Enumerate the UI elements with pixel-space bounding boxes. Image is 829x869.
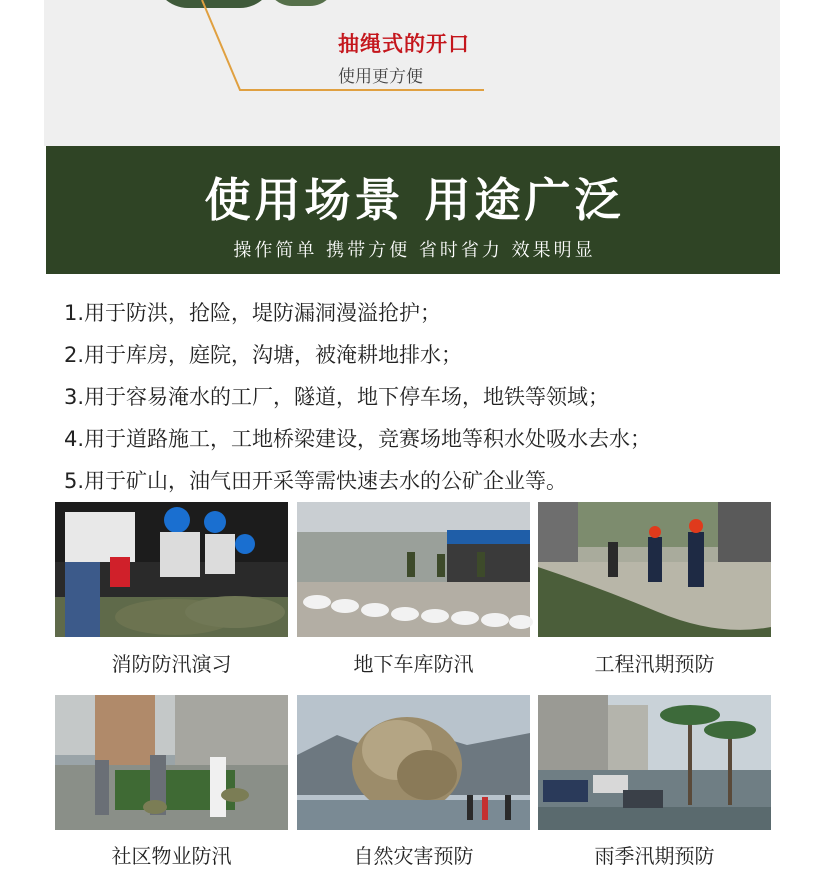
banner-title: 使用场景 用途广泛 xyxy=(204,173,625,227)
scene-caption: 雨季汛期预防 xyxy=(594,844,715,868)
banner-subtitle: 操作简单 携带方便 省时省力 效果明显 xyxy=(233,240,596,261)
scene-photo-construction xyxy=(538,502,771,637)
scene-photo-community xyxy=(55,695,288,830)
usage-item: 4.用于道路施工，工地桥梁建设，竞赛场地等积水处吸水去水； xyxy=(64,427,652,451)
callout-title: 抽绳式的开口 xyxy=(338,32,470,56)
scene-caption: 自然灾害预防 xyxy=(353,844,474,868)
usage-item: 1.用于防洪，抢险，堤防漏洞漫溢抢护； xyxy=(64,301,442,325)
scene-photo-natural-disaster xyxy=(297,695,530,830)
product-detail-area xyxy=(44,0,780,146)
scene-photo-rainy-season xyxy=(538,695,771,830)
scene-caption: 工程汛期预防 xyxy=(594,652,715,676)
usage-item: 5.用于矿山，油气田开采等需快速去水的公矿企业等。 xyxy=(64,469,568,493)
usage-item: 2.用于库房，庭院，沟塘，被淹耕地排水； xyxy=(64,343,463,367)
usage-item: 3.用于容易淹水的工厂，隧道，地下停车场，地铁等领域； xyxy=(64,385,610,409)
callout-subtitle: 使用更方便 xyxy=(338,67,423,87)
scene-caption: 消防防汛演习 xyxy=(111,652,232,676)
scene-photo-garage xyxy=(297,502,530,637)
scene-photo-fire-drill xyxy=(55,502,288,637)
usage-list xyxy=(64,292,651,502)
scene-caption: 社区物业防汛 xyxy=(111,844,232,868)
scene-caption: 地下车库防汛 xyxy=(353,652,474,676)
